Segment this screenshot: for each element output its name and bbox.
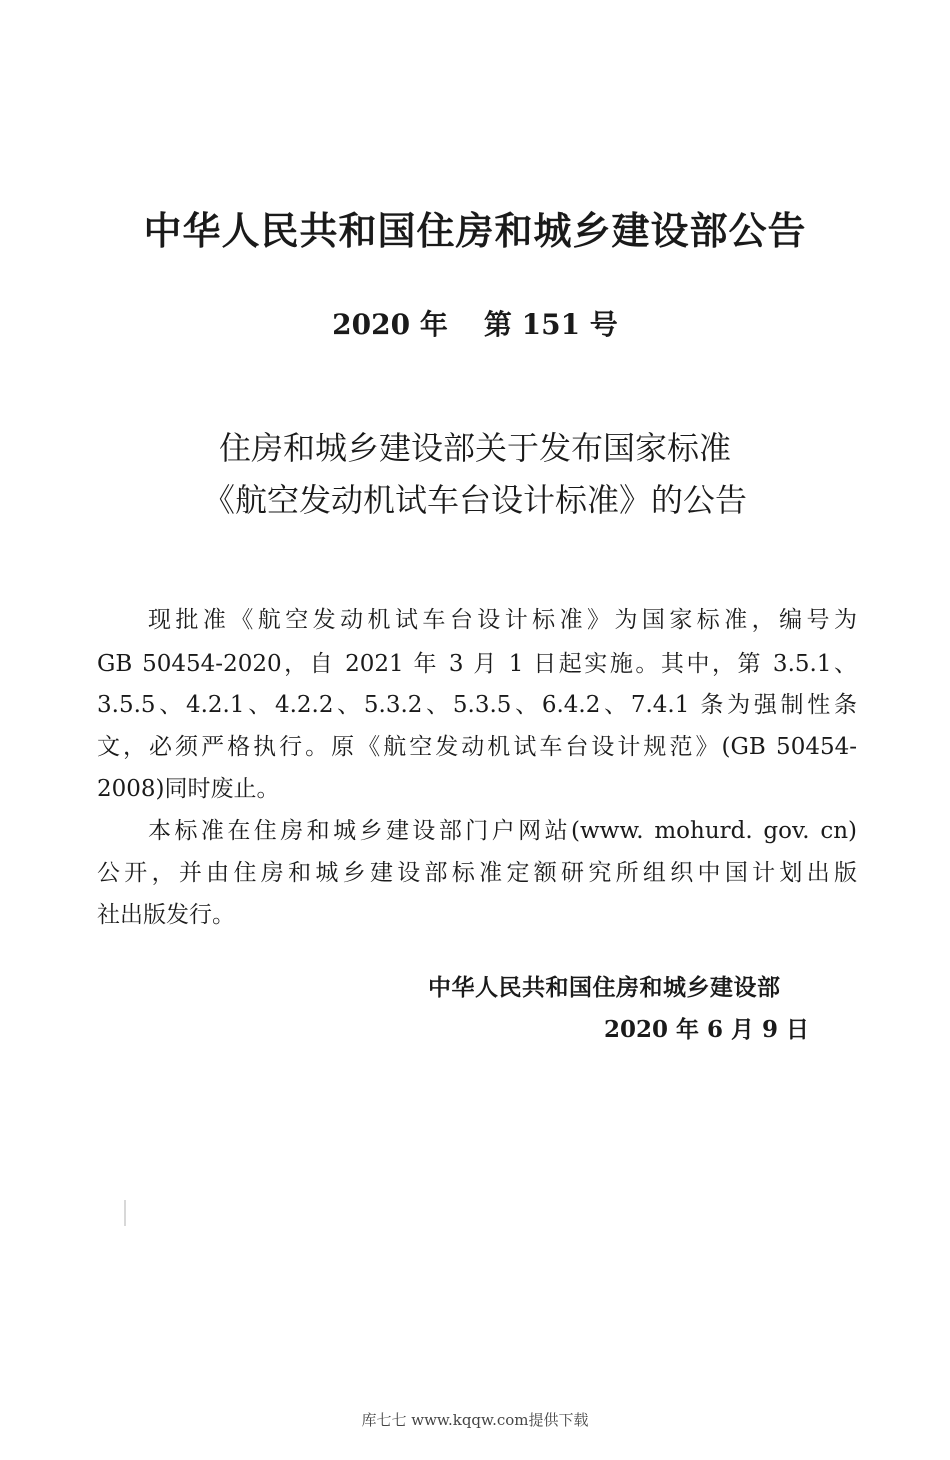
body-paragraph-2-line-3: 社出版发行。 — [97, 902, 235, 928]
subtitle-line-2: 《航空发动机试车台设计标准》的公告 — [202, 481, 747, 519]
announcement-title: 中华人民共和国住房和城乡建设部公告 — [143, 209, 807, 253]
announcement-issue: 第 151 号 — [483, 308, 618, 341]
body-paragraph-1-line-2: GB 50454-2020，自 2021 年 3 月 1 日起实施。其中，第 3.5.1、 — [97, 651, 857, 677]
body-paragraph-1-line-1: 现批准《航空发动机试车台设计标准》为国家标准，编号为 — [148, 607, 857, 633]
body-paragraph-1-line-5: 2008)同时废止。 — [97, 776, 280, 802]
body-paragraph-1-line-3: 3.5.5、4.2.1、4.2.2、5.3.2、5.3.5、6.4.2、7.4.1 条为强制性条 — [97, 692, 857, 718]
subtitle-line-1: 住房和城乡建设部关于发布国家标准 — [218, 429, 731, 467]
announcement-year: 2020 年 — [332, 308, 448, 341]
announcement-number — [0, 307, 950, 343]
signature-org: 中华人民共和国住房和城乡建设部 — [428, 975, 781, 1001]
body-paragraph-2-line-2: 公开，并由住房和城乡建设部标准定额研究所组织中国计划出版 — [97, 860, 857, 886]
download-footer: 库七七 www.kqqw.com提供下载 — [361, 1411, 589, 1429]
body-paragraph-1-line-4: 文，必须严格执行。原《航空发动机试车台设计规范》(GB 50454- — [97, 734, 857, 760]
body-paragraph-2-line-1: 本标准在住房和城乡建设部门户网站(www. mohurd. gov. cn) — [148, 818, 857, 844]
scan-edge-mark — [124, 1200, 126, 1226]
signature-date: 2020 年 6 月 9 日 — [604, 1016, 810, 1043]
